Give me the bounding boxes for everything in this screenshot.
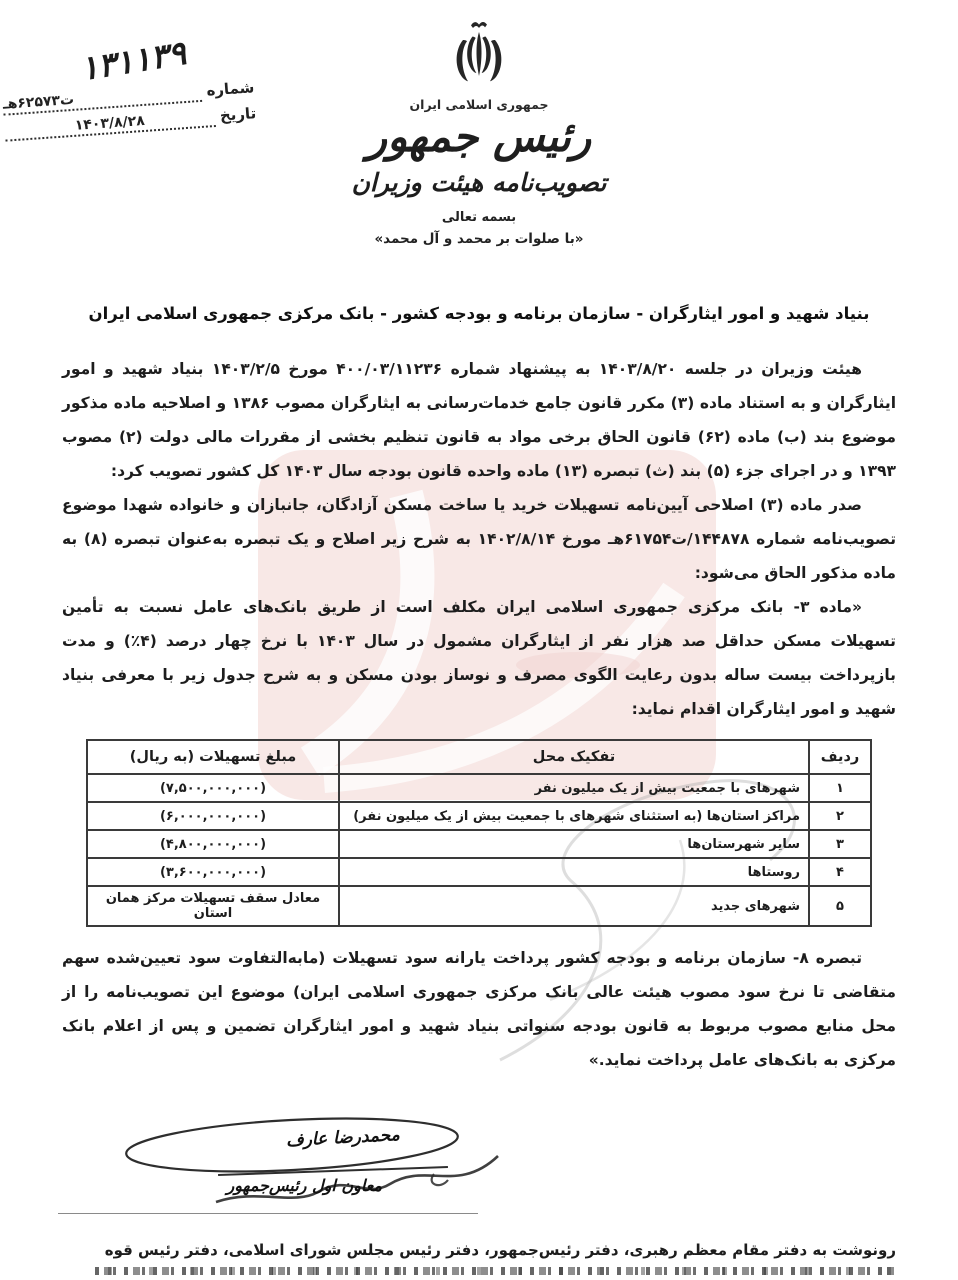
location-cell: شهرهای با جمعیت بیش از یک میلیون نفر [339,774,809,802]
signatory-title: معاون اول رئیس‌جمهور [226,1176,382,1195]
date-label: تاریخ [219,104,257,125]
president-office-title: رئیس جمهور [366,112,592,161]
distribution-line: رونوشت به دفتر مقام معظم رهبری، دفتر رئیس‌جمهور، دفتر رئیس مجلس شورای اسلامی، دفتر رئیس قوه [104,1241,896,1259]
bismillah-line: بسمه تعالی [441,210,517,226]
footer-distribution [62,1236,896,1275]
table-row [87,774,871,802]
paragraph-article-3: «ماده ۳- بانک مرکزی جمهوری اسلامی ایران مکلف است از طریق بانک‌های عامل نسبت به تأمین تسهیلات مسکن حداقل صد هزار نفر از ایثارگران مشمول در سال ۱۴۰۳ با نرخ چهار درصد (۴٪) و مدت بازپرداخت بیست ساله بدون رعایت الگوی مصرف و نوساز بودن مسکن و به شرح جدول زیر با معرفی بنیاد شهید و امور ایثارگران اقدام نماید: [62,598,897,718]
location-cell: مراکز استان‌ها (به استثنای شهرهای با جمعیت بیش از یک میلیون نفر) [339,802,809,830]
table-row [87,886,871,926]
salutation-line: «با صلوات بر محمد و آل محمد» [374,231,584,248]
date-value: ۱۴۰۳/۸/۲۸ [4,108,215,142]
signature-block [58,1114,478,1214]
number-value: ت۶۲۵۷۳هـ [2,83,202,116]
col-header-amount: مبلغ تسهیلات (به ریال) [87,740,339,774]
location-cell: روستاها [339,858,809,886]
country-title: جمهوری اسلامی ایران [409,97,549,112]
table-header-row [87,740,871,774]
amount-cell: (۴,۸۰۰,۰۰۰,۰۰۰) [87,830,339,858]
row-number-cell: ۲ [809,802,871,830]
handwritten-registration-number: ۱۳۱۱۳۹ [77,32,189,89]
addressee-line: بنیاد شهید و امور ایثارگران - سازمان برنامه و بودجه کشور - بانک مرکزی جمهوری اسلامی ایران [88,304,870,323]
row-number-cell: ۱ [809,774,871,802]
col-header-row-number: ردیف [809,740,871,774]
col-header-location: تفکیک محل [339,740,809,774]
amount-cell: معادل سقف تسهیلات مرکز همان استان [87,886,339,926]
document-type-title: تصویب‌نامه هیئت وزیران [351,168,607,198]
clipped-text-line [95,1267,896,1275]
paragraph-amendment: صدر ماده (۳) اصلاحی آیین‌نامه تسهیلات خرید یا ساخت مسکن آزادگان، جانبازان و خانواده شهدا موضوع تصویب‌نامه شماره ۱۴۴۸۷۸/ت۶۱۷۵۴هـ مورخ ۱۴۰۲/۸/۱۴ به شرح زیر اصلاح و یک تبصره به‌عنوان تبصره (۸) به ماده مذکور الحاق می‌شود: [62,496,897,582]
number-label: شماره [205,78,255,100]
table-row [87,830,871,858]
iran-emblem-icon [435,16,523,96]
table-row [87,802,871,830]
signature-rule-line [58,1213,478,1214]
paragraph-note-8: تبصره ۸- سازمان برنامه و بودجه کشور پرداخت یارانه سود تسهیلات (مابه‌التفاوت سود تعیین‌شده سهم متقاضی تا نرخ سود مصوب هیئت عالی بانک مرکزی جمهوری اسلامی ایران) موضوع این تصویب‌نامه را از محل منابع مصوب مربوط به قانون بودجه سنواتی بنیاد شهید و امور ایثارگران تضمین و پس از اعلام بانک مرکزی به بانک‌های عامل پرداخت نماید.» [62,949,896,1069]
row-number-cell: ۳ [809,830,871,858]
location-cell: سایر شهرستان‌ها [339,830,809,858]
document-body [62,352,896,1077]
table-row [87,858,871,886]
document-number-stamp [0,33,257,141]
signatory-name: محمدرضا عارف [285,1125,401,1151]
row-number-cell: ۴ [809,858,871,886]
amount-cell: (۶,۰۰۰,۰۰۰,۰۰۰) [87,802,339,830]
amount-cell: (۳,۶۰۰,۰۰۰,۰۰۰) [87,858,339,886]
location-cell: شهرهای جدید [339,886,809,926]
paragraph-preamble: هیئت وزیران در جلسه ۱۴۰۳/۸/۲۰ به پیشنهاد شماره ۴۰۰/۰۳/۱۱۲۳۶ مورخ ۱۴۰۳/۲/۵ بنیاد شهید و امور ایثارگران و به استناد ماده (۳) مکرر قانون جامع خدمات‌رسانی به ایثارگران مصوب ۱۳۸۶ و اصلاحیه ماده مذکور موضوع بند (ب) ماده (۶۲) قانون الحاق برخی مواد به قانون تنظیم بخشی از مقررات مالی دولت (۲) مصوب ۱۳۹۳ و در اجرای جزء (۵) بند (ث) تبصره (۱۳) ماده واحده قانون بودجه سال ۱۴۰۳ کل کشور تصویب کرد: [62,360,897,480]
facilities-table [86,739,872,927]
row-number-cell: ۵ [809,886,871,926]
amount-cell: (۷,۵۰۰,۰۰۰,۰۰۰) [87,774,339,802]
